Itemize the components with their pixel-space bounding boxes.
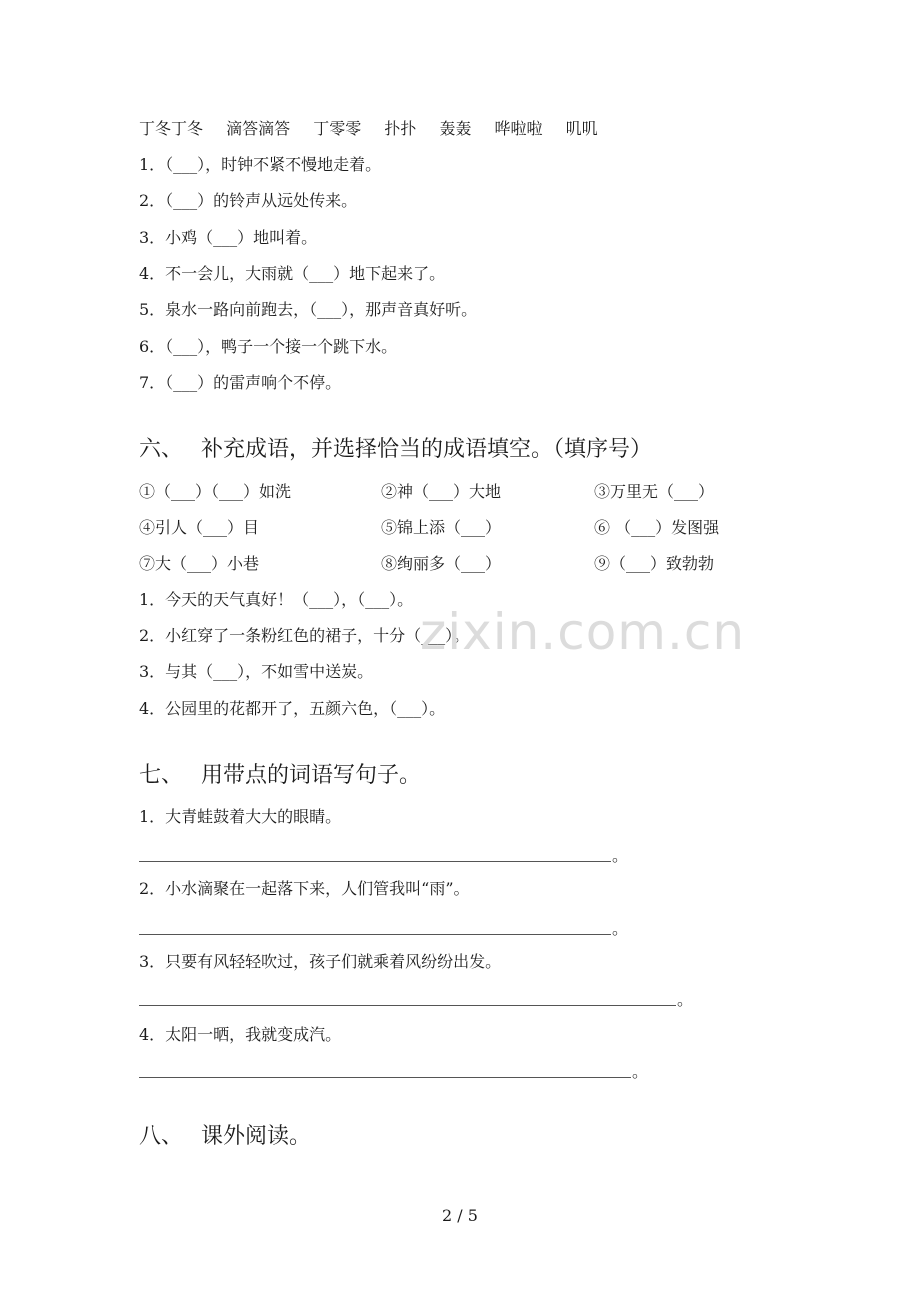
question-item: 7．（___）的雷声响个不停。 <box>139 373 342 392</box>
question-item: 4．不一会儿，大雨就（___）地下起来了。 <box>139 264 446 283</box>
question-item: 2．小水滴聚在一起落下来，人们管我叫“雨”。 <box>139 879 470 898</box>
question-item: 2．小红穿了一条粉红色的裙子，十分（___）。 <box>139 626 470 645</box>
word-bank-item: 滴答滴答 <box>226 119 291 138</box>
section-number: 八、 <box>139 1124 184 1149</box>
page-number: 2 / 5 <box>442 1206 478 1225</box>
idiom-item: ⑥ （___）发图强 <box>594 518 720 537</box>
section-title: 用带点的词语写句子。 <box>201 763 422 788</box>
question-item: 4．太阳一晒，我就变成汽。 <box>139 1025 342 1044</box>
question-item: 3．只要有风轻轻吹过，孩子们就乘着风纷纷出发。 <box>139 952 502 971</box>
question-item: 1．（___），时钟不紧不慢地走着。 <box>139 155 382 174</box>
word-bank-item: 丁冬丁冬 <box>139 119 204 138</box>
question-item: 3．与其（___），不如雪中送炭。 <box>139 662 374 681</box>
word-bank-item: 丁零零 <box>313 119 362 138</box>
watermark: zixin.com.cn <box>420 603 746 661</box>
line-period: 。 <box>677 990 694 1009</box>
word-bank-item: 轰轰 <box>439 119 472 138</box>
line-period: 。 <box>612 919 629 938</box>
section-number: 六、 <box>139 437 184 462</box>
question-item: 3．小鸡（___）地叫着。 <box>139 228 318 247</box>
word-bank-item: 扑扑 <box>384 119 417 138</box>
idiom-item: ①（___）（___）如洗 <box>139 482 292 501</box>
section-heading <box>139 436 652 464</box>
idiom-item: ⑨（___）致勃勃 <box>594 554 715 573</box>
section-number: 七、 <box>139 763 184 788</box>
idiom-item: ②神（___）大地 <box>381 482 502 501</box>
idiom-item: ③万里无（___） <box>594 482 715 501</box>
section-heading <box>139 762 421 790</box>
line-period: 。 <box>612 846 629 865</box>
answer-line <box>139 1077 631 1078</box>
idiom-item: ④引人（___）目 <box>139 518 260 537</box>
question-item: 6．（___），鸭子一个接一个跳下水。 <box>139 337 398 356</box>
word-bank-item: 叽叽 <box>565 119 598 138</box>
question-item: 5．泉水一路向前跑去，（___），那声音真好听。 <box>139 300 478 319</box>
answer-line <box>139 934 611 935</box>
answer-line <box>139 861 611 862</box>
word-bank <box>139 118 616 140</box>
section-title: 课外阅读。 <box>201 1124 312 1149</box>
question-item: 1．今天的天气真好！（___），（___）。 <box>139 590 414 609</box>
answer-line <box>139 1005 676 1006</box>
line-period: 。 <box>632 1062 649 1081</box>
idiom-item: ⑧绚丽多（___） <box>381 554 502 573</box>
section-heading <box>139 1123 311 1151</box>
idiom-item: ⑦大（___）小巷 <box>139 554 260 573</box>
word-bank-item: 哗啦啦 <box>494 119 543 138</box>
section-title: 补充成语，并选择恰当的成语填空。（填序号） <box>201 437 653 462</box>
idiom-item: ⑤锦上添（___） <box>381 518 502 537</box>
question-item: 4．公园里的花都开了，五颜六色，（___）。 <box>139 699 446 718</box>
question-item: 1．大青蛙鼓着大大的眼睛。 <box>139 807 342 826</box>
question-item: 2．（___）的铃声从远处传来。 <box>139 191 358 210</box>
